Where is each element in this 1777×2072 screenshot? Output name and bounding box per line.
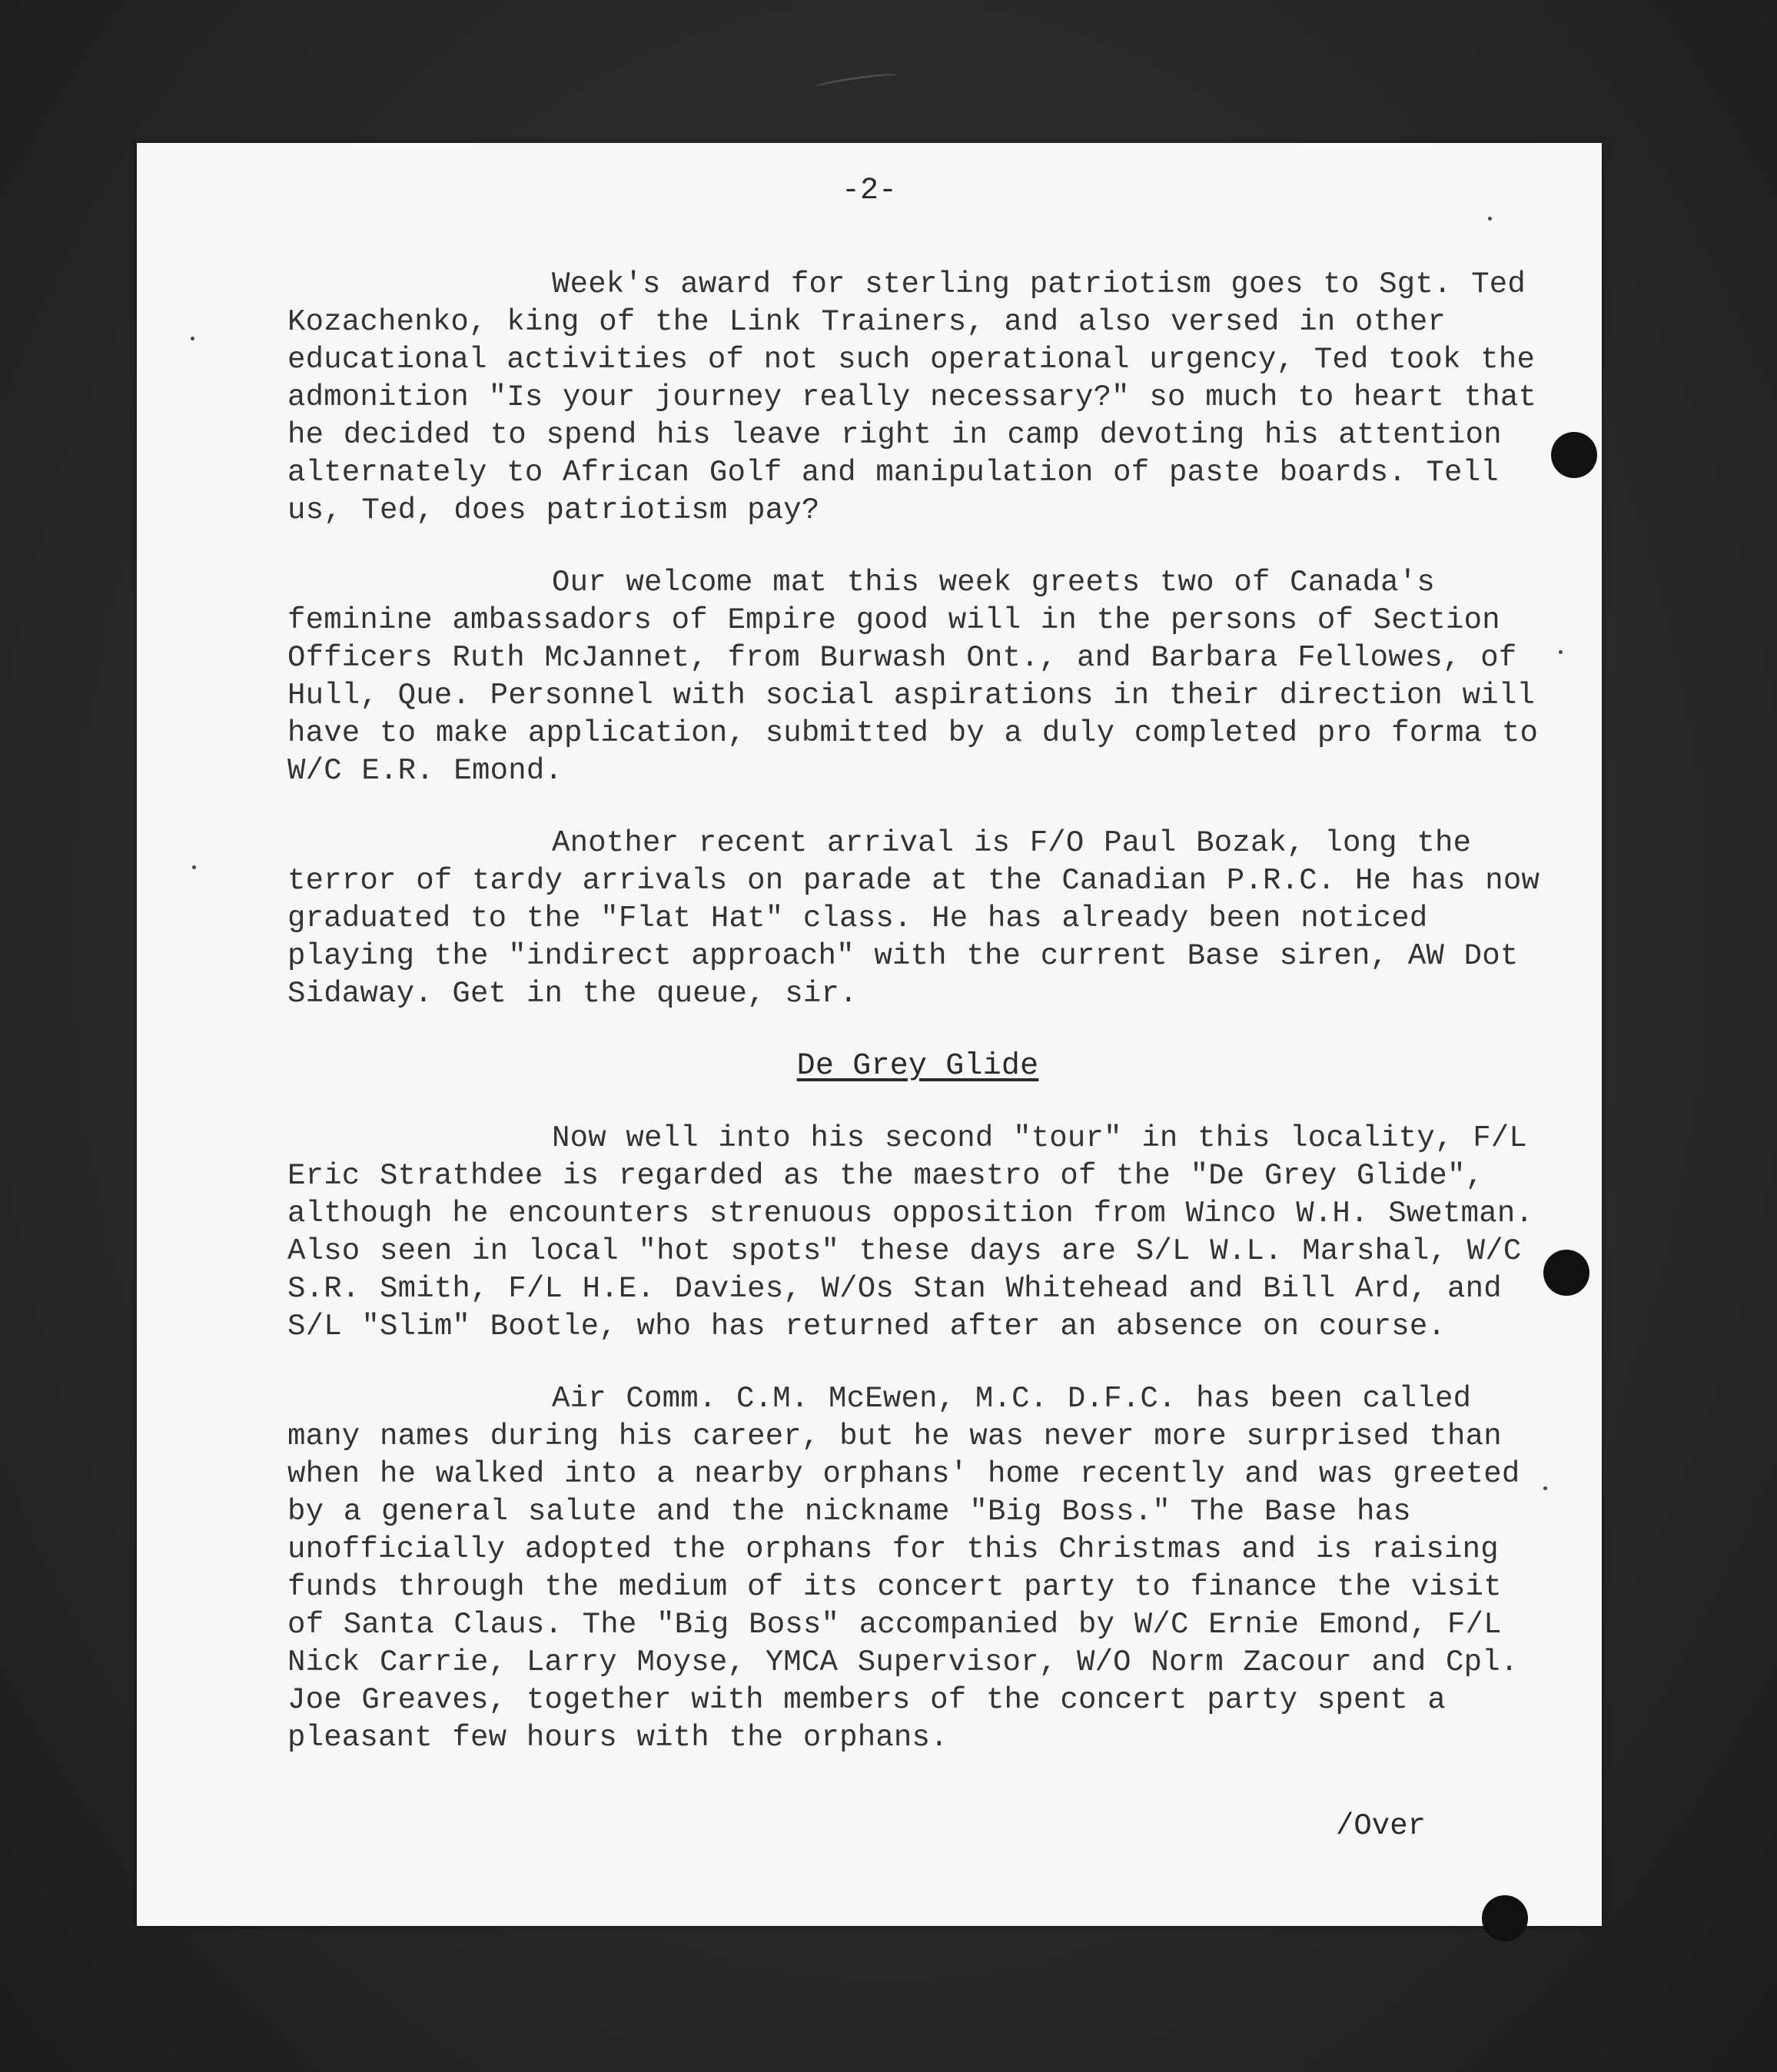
punch-hole-top (1551, 432, 1597, 478)
scan-speck (1543, 1486, 1547, 1490)
paragraph-recent-arrival: Another recent arrival is F/O Paul Bozak, long the terror of tardy arrivals on parade at the Canadian P.R.C. He has now graduated to the "Flat Hat" class. He has already been noticed playing the "indirect approach" with the current Base siren, AW Dot Sidaway. Get in the queue, sir. (287, 826, 1540, 1011)
scan-scratch-mark (815, 71, 899, 91)
page-number: -2- (841, 174, 897, 208)
continued-over-note: /Over (1336, 1809, 1427, 1843)
typed-page (137, 143, 1602, 1926)
punch-hole-bottom (1482, 1895, 1528, 1941)
section-heading: De Grey Glide (796, 1049, 1039, 1084)
scan-speck (192, 865, 196, 869)
paragraph-patriotism-award: Week's award for sterling patriotism goes to Sgt. Ted Kozachenko, king of the Link Trainers, and also versed in other educational activities of not such operational urgency, Ted took the admonition "Is your journey really necessary?" so much to heart that he decided to spend his leave right in camp devoting his attention alternately to African Golf and manipulation of paste boards. Tell us, Ted, does patriotism pay? (287, 267, 1537, 527)
punch-hole-middle (1543, 1250, 1589, 1296)
scan-speck (1488, 217, 1492, 221)
paragraph-welcome-mat: Our welcome mat this week greets two of Canada's feminine ambassadors of Empire good will in the persons of Section Officers Ruth McJannet, from Burwash Ont., and Barbara Fellowes, of Hull, Que. Personnel with social aspirations in their direction will have to make application, submitted by a duly completed pro forma to W/C E.R. Emond. (287, 566, 1539, 788)
scan-speck (191, 337, 194, 340)
paragraph-de-grey-glide: Now well into his second "tour" in this locality, F/L Eric Strathdee is regarded as the maestro of the "De Grey Glide", although he encounters strenuous opposition from Winco W.H. Swetman. Also seen in local "hot spots" these days are S/L W.L. Marshal, W/C S.R. Smith, F/L H.E. Davies, W/Os Stan Whitehead and Bill Ard, and S/L "Slim" Bootle, who has returned after an absence on course. (287, 1121, 1534, 1343)
scan-speck (1559, 650, 1563, 654)
paragraph-big-boss: Air Comm. C.M. McEwen, M.C. D.F.C. has been called many names during his career, but he was never more surprised than when he walked into a nearby orphans' home recently and was greeted by a general salute and the nickname "Big Boss." The Base has unofficially adopted the orphans for this Christmas and is raising funds through the medium of its concert party to finance the visit of Santa Claus. The "Big Boss" accompanied by W/C Ernie Emond, F/L Nick Carrie, Larry Moyse, YMCA Supervisor, W/O Norm Zacour and Cpl. Joe Greaves, together with members of the concert party spent a pleasant few hours with the orphans. (287, 1382, 1520, 1755)
page-body (287, 266, 1548, 1791)
